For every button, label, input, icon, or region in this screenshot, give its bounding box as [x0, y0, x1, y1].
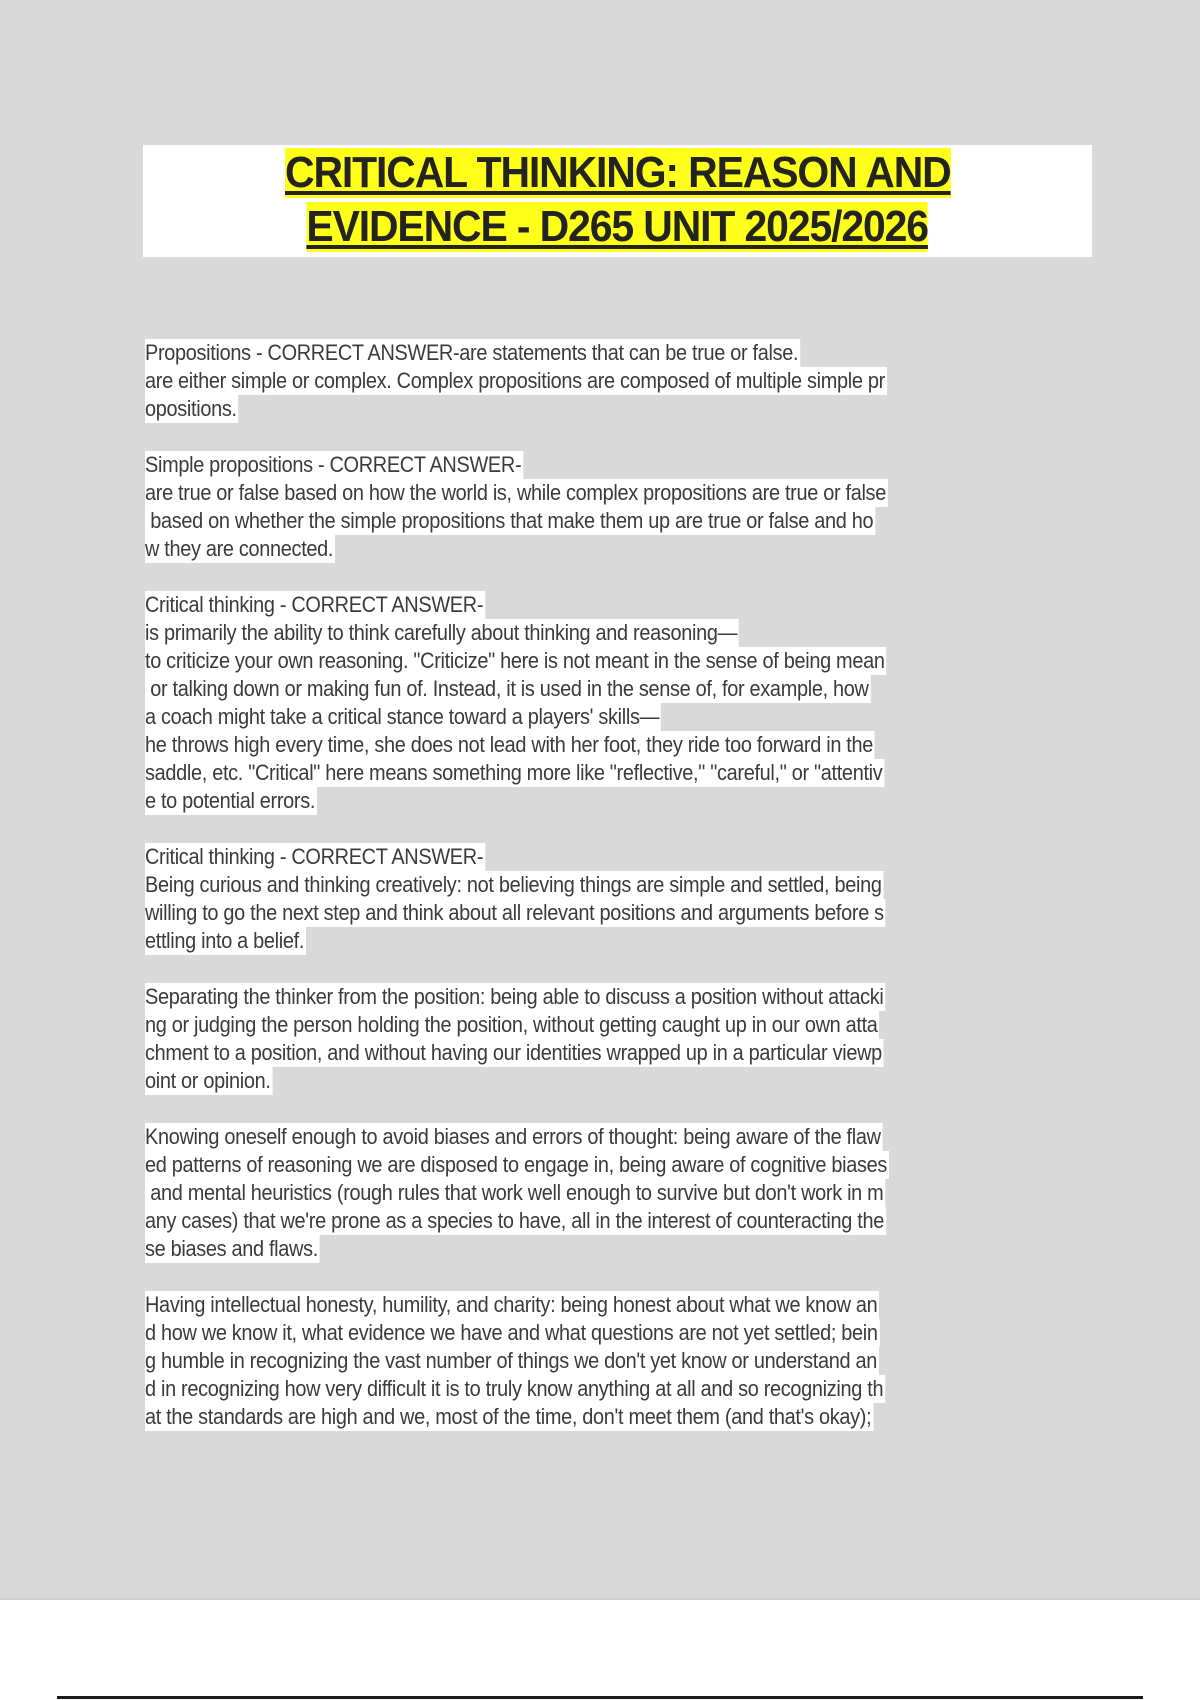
text-line	[145, 1207, 1105, 1235]
text-line	[145, 535, 1105, 563]
text-line	[145, 1291, 1105, 1319]
paragraph-separating-thinker	[145, 983, 1105, 1095]
text-line-content: Critical thinking - CORRECT ANSWER-	[145, 844, 484, 869]
text-line-content: willing to go the next step and think about all relevant positions and arguments before s	[145, 900, 884, 925]
text-line-content: a coach might take a critical stance toward a players' skills—	[145, 704, 660, 729]
document-title-line-2: EVIDENCE - D265 UNIT 2025/2026	[306, 202, 929, 251]
text-line-content: Knowing oneself enough to avoid biases and errors of thought: being aware of the flaw	[145, 1124, 881, 1149]
text-line-content: Simple propositions - CORRECT ANSWER-	[145, 452, 522, 477]
text-line	[145, 451, 1105, 479]
text-line	[145, 619, 1105, 647]
paragraph-propositions	[145, 339, 1105, 423]
text-line-content: are either simple or complex. Complex propositions are composed of multiple simple pr	[145, 368, 885, 393]
title-line-1-wrap	[143, 145, 1092, 198]
text-line-content: w they are connected.	[145, 536, 334, 561]
text-line	[145, 871, 1105, 899]
text-line	[145, 899, 1105, 927]
text-line-content: ettling into a belief.	[145, 928, 305, 953]
text-line	[145, 339, 1105, 367]
document-title-line-1: CRITICAL THINKING: REASON AND	[284, 148, 951, 197]
text-line	[145, 927, 1105, 955]
text-line	[145, 1011, 1105, 1039]
text-line-content: Separating the thinker from the position: being able to discuss a position without attacki	[145, 984, 884, 1009]
paragraph-critical-thinking-2	[145, 843, 1105, 955]
text-line-content: d how we know it, what evidence we have and what questions are not yet settled; bein	[145, 1320, 878, 1345]
text-line	[145, 731, 1105, 759]
text-line-content: ng or judging the person holding the position, without getting caught up in our own atta	[145, 1012, 878, 1037]
text-line	[145, 591, 1105, 619]
paragraph-intellectual-honesty	[145, 1291, 1105, 1431]
page-footer-rule	[57, 1696, 1143, 1699]
text-line-content: Having intellectual honesty, humility, and charity: being honest about what we know an	[145, 1292, 878, 1317]
text-line	[145, 759, 1105, 787]
text-line-content: ed patterns of reasoning we are disposed to engage in, being aware of cognitive biases	[145, 1152, 888, 1177]
text-line-content: oint or opinion.	[145, 1068, 271, 1093]
text-line-content: saddle, etc. "Critical" here means something more like "reflective," "careful," or "attentiv	[145, 760, 883, 785]
text-line-content: opositions.	[145, 396, 237, 421]
paragraph-knowing-oneself	[145, 1123, 1105, 1263]
text-line-content: e to potential errors.	[145, 788, 316, 813]
text-line-content: or talking down or making fun of. Instead, it is used in the sense of, for example, how	[145, 676, 869, 701]
text-line-content: chment to a position, and without having our identities wrapped up in a particular viewp	[145, 1040, 882, 1065]
text-line	[145, 1067, 1105, 1095]
text-line	[145, 395, 1105, 423]
text-line-content: based on whether the simple propositions that make them up are true or false and ho	[145, 508, 874, 533]
text-line	[145, 1179, 1105, 1207]
text-line	[145, 843, 1105, 871]
text-line-content: d in recognizing how very difficult it is to truly know anything at all and so recognizing th	[145, 1376, 884, 1401]
text-line	[145, 479, 1105, 507]
text-line	[145, 675, 1105, 703]
text-line	[145, 1319, 1105, 1347]
text-line	[145, 1151, 1105, 1179]
document-body	[145, 339, 1105, 1459]
paragraph-simple-propositions	[145, 451, 1105, 563]
text-line-content: to criticize your own reasoning. "Criticize" here is not meant in the sense of being mean	[145, 648, 885, 673]
text-line	[145, 1039, 1105, 1067]
text-line-content: g humble in recognizing the vast number of things we don't yet know or understand an	[145, 1348, 878, 1373]
title-box	[143, 145, 1092, 257]
text-line-content: at the standards are high and we, most of the time, don't meet them (and that's okay);	[145, 1404, 872, 1429]
text-line	[145, 1123, 1105, 1151]
text-line-content: Being curious and thinking creatively: not believing things are simple and settled, being	[145, 872, 882, 897]
text-line-content: Propositions - CORRECT ANSWER-are statements that can be true or false.	[145, 340, 799, 365]
text-line-content: any cases) that we're prone as a species to have, all in the interest of counteracting the	[145, 1208, 884, 1233]
text-line	[145, 787, 1105, 815]
text-line	[145, 647, 1105, 675]
text-line	[145, 703, 1105, 731]
text-line-content: are true or false based on how the world is, while complex propositions are true or false	[145, 480, 886, 505]
text-line	[145, 1235, 1105, 1263]
text-line-content: is primarily the ability to think carefully about thinking and reasoning—	[145, 620, 738, 645]
text-line	[145, 983, 1105, 1011]
text-line	[145, 1375, 1105, 1403]
text-line-content: and mental heuristics (rough rules that work well enough to survive but don't work in m	[145, 1180, 884, 1205]
text-line-content: se biases and flaws.	[145, 1236, 318, 1261]
paragraph-critical-thinking-1	[145, 591, 1105, 815]
title-line-2-wrap	[143, 198, 1092, 252]
text-line	[145, 1347, 1105, 1375]
text-line	[145, 1403, 1105, 1431]
text-line-content: he throws high every time, she does not lead with her foot, they ride too forward in the	[145, 732, 874, 757]
text-line	[145, 507, 1105, 535]
text-line-content: Critical thinking - CORRECT ANSWER-	[145, 592, 484, 617]
text-line	[145, 367, 1105, 395]
